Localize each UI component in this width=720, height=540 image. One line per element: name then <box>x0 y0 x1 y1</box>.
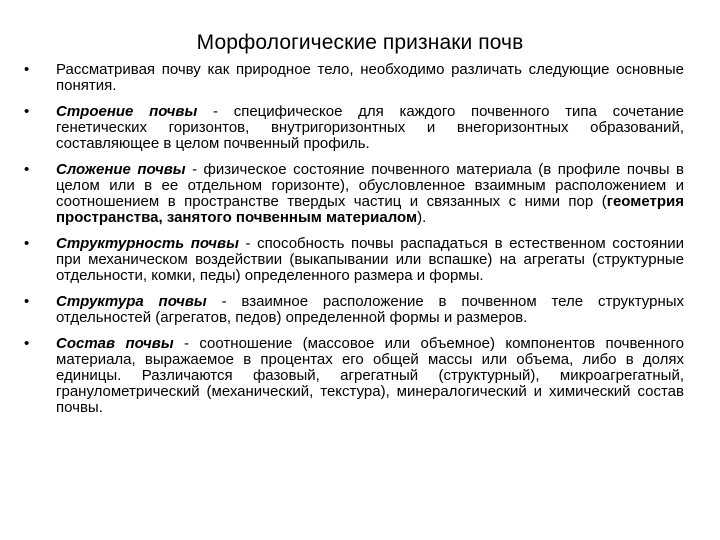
bullet-icon: • <box>24 61 30 78</box>
list-item-soil-structure <box>24 294 684 326</box>
item-text: - физическое состояние почвенного материала (в профиле почвы в целом или в ее отдельном горизонте), обусловленное взаимным расположением и соотношением в пространстве твердых частиц и связанных с ними пор ( <box>56 161 684 210</box>
item-term: Строение почвы <box>56 103 198 120</box>
list-item-soil-composition-packing <box>24 162 684 226</box>
list-item-soil-structure-build <box>24 104 684 152</box>
item-tail: ). <box>417 209 427 226</box>
bullet-icon: • <box>24 161 30 178</box>
list-item-soil-structurality <box>24 236 684 284</box>
bullet-icon: • <box>24 235 30 252</box>
bullet-list <box>24 62 684 426</box>
bullet-icon: • <box>24 103 30 120</box>
item-emphasis: геометрия пространства, занятого почвенным материалом <box>56 193 684 226</box>
slide-title: Морфологические признаки почв <box>196 31 524 54</box>
item-term: Структурность почвы <box>56 235 239 252</box>
item-text: - соотношение (массовое или объемное) компонентов почвенного материала, выражаемое в процентах его общей массы или объема, либо в долях единицы. Различаются фазовый, агрегатный (структурный), микроагрегатный, гранулометрический (механический, текстура), минералогический и химический состав почвы. <box>56 335 684 416</box>
item-term: Сложение почвы <box>56 161 186 178</box>
item-term: Состав почвы <box>56 335 174 352</box>
list-item-soil-composition <box>24 336 684 416</box>
list-item-concepts-intro <box>24 62 684 94</box>
item-text: - способность почвы распадаться в естественном состоянии при механическом воздействии (выкапывании или вспашке) на агрегаты (структурные отдельности, комки, педы) определенного размера и формы. <box>56 235 685 284</box>
bullet-icon: • <box>24 335 30 352</box>
item-term: Структура почвы <box>56 293 207 310</box>
item-text: - взаимное расположение в почвенном теле структурных отдельностей (агрегатов, педов) определенной формы и размеров. <box>56 293 685 326</box>
bullet-icon: • <box>24 293 30 310</box>
item-text: - специфическое для каждого почвенного типа сочетание генетических горизонтов, внутригоризонтных и внегоризонтных образований, составляющее в целом почвенный профиль. <box>56 103 684 152</box>
item-text: Рассматривая почву как природное тело, необходимо различать следующие основные понятия. <box>56 61 684 94</box>
